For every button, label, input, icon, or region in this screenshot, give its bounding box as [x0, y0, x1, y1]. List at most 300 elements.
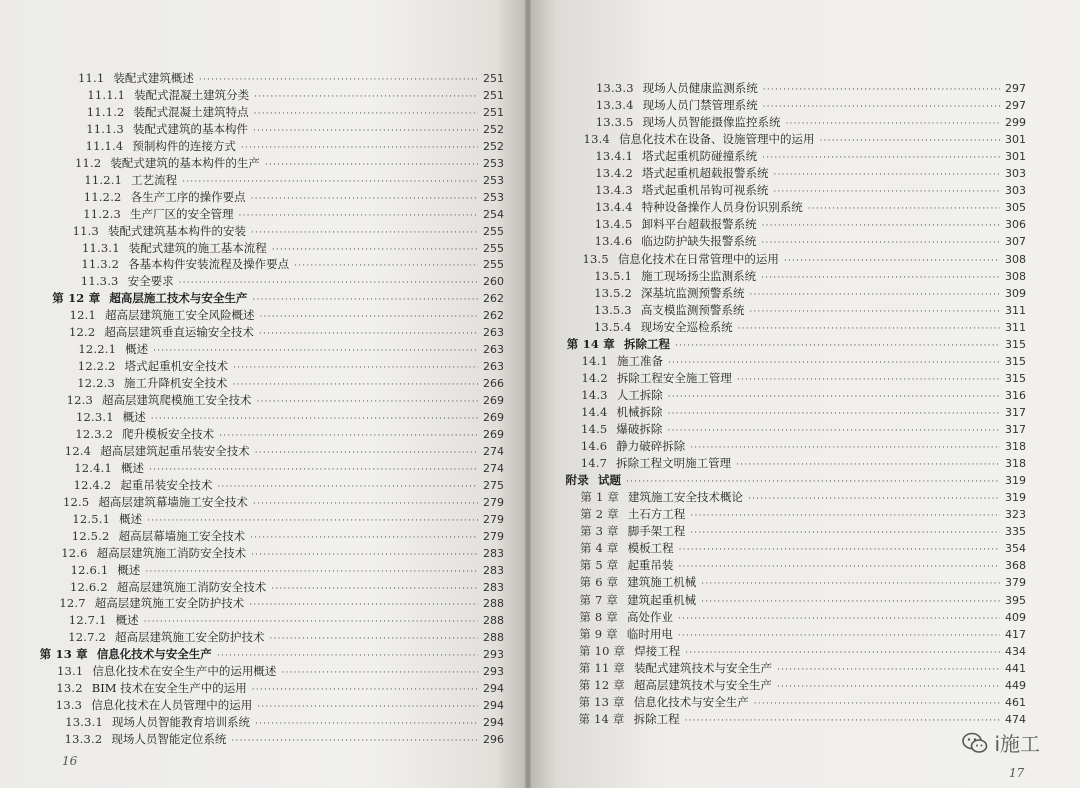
toc-entry-number: 12.3.2 [75, 426, 114, 441]
toc-entry-title: 工艺流程 [131, 172, 178, 187]
toc-entry [581, 421, 1026, 438]
toc-entry [580, 540, 1026, 557]
toc-entry-title: 超高层建筑施工安全风险概述 [105, 308, 255, 323]
toc-entry-number: 12.3.1 [76, 410, 114, 424]
toc-entry-page: 319 [1004, 474, 1026, 488]
watermark-text: i施工 [994, 732, 1040, 756]
toc-entry-number: 12.4.2 [73, 477, 112, 492]
toc-entry-title: 超高层建筑起重吊装安全技术 [100, 443, 250, 458]
watermark [962, 728, 1040, 757]
toc-entry-page: 294 [482, 716, 504, 730]
toc-entry-page: 293 [482, 648, 504, 662]
toc-entry-number: 12.5.2 [71, 528, 110, 543]
toc-entry [67, 392, 504, 409]
toc-entry-number: 11.2.1 [84, 172, 123, 187]
toc-entry [595, 216, 1026, 233]
toc-entry-title: 施工现场扬尘监测系统 [641, 268, 757, 283]
toc-entry-page: 253 [483, 156, 504, 170]
toc-entry [596, 97, 1026, 114]
toc-entry-page: 274 [482, 444, 504, 458]
toc-entry-page: 279 [482, 512, 504, 526]
toc-entry-title: 现场人员门禁管理系统 [642, 98, 758, 113]
toc-entry [69, 324, 504, 341]
toc-entry-page: 318 [1004, 457, 1026, 471]
toc-entry-title: 塔式起重机吊钩可视系统 [641, 183, 769, 198]
toc-entry [595, 165, 1026, 182]
toc-entry-page: 266 [482, 377, 504, 391]
toc-entry [86, 138, 504, 155]
toc-entry [595, 148, 1026, 165]
toc-entry-page: 255 [483, 241, 504, 255]
toc-entry-page: 309 [1004, 286, 1026, 300]
toc-entry-number: 11.3.3 [80, 274, 119, 289]
toc-entry [78, 341, 504, 358]
toc-entry-number: 12.2.1 [78, 342, 117, 357]
toc-entry-page: 293 [483, 665, 504, 679]
toc-entry-number: 第 12 章 [52, 291, 101, 306]
toc-entry-number: 13.4.1 [595, 149, 634, 164]
toc-entry-number: 14.1 [581, 353, 608, 368]
toc-entry-title: 现场人员健康监测系统 [642, 81, 758, 95]
toc-entry [580, 592, 1027, 609]
toc-entry-page: 262 [482, 309, 504, 323]
toc-entry [74, 460, 504, 477]
toc-entry-number: 11.1.2 [86, 104, 125, 119]
toc-entry-number: 12.6 [61, 545, 88, 560]
toc-entry-page: 288 [482, 614, 504, 628]
toc-entry [70, 307, 504, 324]
toc-entry-page: 260 [482, 275, 504, 289]
toc-entry-title: 装配式建筑的基本构件 [132, 121, 248, 136]
toc-entry-page: 441 [1004, 661, 1026, 675]
toc-entry-title: 装配式建筑的施工基本流程 [128, 240, 267, 255]
toc-entry-title: 塔式起重机超载报警系统 [642, 166, 769, 181]
toc-entry-title: 信息化技术在人员管理中的运用 [91, 698, 253, 713]
toc-entry-number: 11.1.4 [85, 138, 124, 153]
toc-entry [81, 256, 504, 273]
toc-chapter-entry [567, 336, 1026, 353]
toc-entry-title: 卸料平台超载报警系统 [641, 217, 757, 232]
toc-entry-number: 13.4.2 [595, 166, 634, 181]
toc-entry-number: 第 13 章 [39, 647, 88, 662]
toc-entry-page: 279 [483, 495, 504, 509]
toc-entry-title: 塔式起重机防碰撞系统 [642, 149, 758, 164]
toc-entry [75, 155, 504, 172]
toc-entry-title: 概述 [115, 613, 139, 628]
toc-entry-number: 12.7.1 [68, 613, 107, 628]
toc-entry [61, 545, 504, 562]
toc-entry-number: 第 4 章 [579, 541, 619, 556]
toc-entry [84, 189, 504, 206]
toc-entry-page: 368 [1004, 559, 1026, 573]
toc-entry-title: 超高层建筑施工安全防护技术 [114, 630, 265, 645]
toc-entry-number: 第 12 章 [578, 677, 625, 692]
toc-entry-number: 第 14 章 [566, 336, 615, 351]
toc-entry [63, 494, 504, 511]
toc-leader-dots [231, 733, 478, 750]
toc-entry-title: 静力破碎拆除 [616, 439, 686, 454]
toc-entry-number: 第 6 章 [579, 575, 619, 590]
toc-entry-title: 信息化技术与安全生产 [633, 694, 749, 709]
toc-entry-page: 315 [1004, 354, 1026, 368]
toc-entry-title: 装配式建筑技术与安全生产 [634, 660, 773, 675]
toc-entry [581, 370, 1026, 387]
toc-entry-title: 拆除工程 [623, 336, 670, 351]
toc-entry-page: 303 [1005, 167, 1026, 181]
toc-entry [72, 511, 504, 528]
toc-entry-title: 安全要求 [127, 274, 174, 289]
toc-entry-page: 288 [482, 631, 504, 645]
toc-entry-number: 13.3.1 [65, 715, 103, 730]
toc-entry [83, 206, 504, 223]
toc-entry-page: 252 [482, 122, 504, 136]
toc-entry [580, 557, 1026, 574]
toc-entry-page: 395 [1005, 593, 1026, 607]
toc-entry-number: 13.5 [582, 251, 609, 266]
toc-entry [65, 714, 504, 731]
toc-entry-title: 信息化技术在日常管理中的运用 [617, 251, 779, 266]
toc-entry [86, 121, 504, 138]
toc-entry [596, 114, 1026, 131]
toc-entry-page: 269 [483, 411, 504, 424]
toc-entry-title: 特种设备操作人员身份识别系统 [641, 200, 803, 215]
toc-entry-number: 第 3 章 [580, 524, 619, 539]
toc-left [0, 0, 527, 788]
toc-entry-number: 12.5 [63, 494, 90, 509]
toc-entry-title: 试题 [597, 473, 621, 488]
toc-right [529, 0, 1080, 788]
page-number-right: 17 [1009, 766, 1025, 780]
toc-entry-title: 概述 [120, 460, 144, 475]
toc-entry-page: 335 [1004, 525, 1026, 539]
toc-entry [84, 172, 504, 189]
toc-entry-number: 13.5.4 [593, 319, 632, 334]
toc-entry [581, 455, 1026, 472]
left-page [0, 0, 527, 788]
toc-entry-page: 297 [1005, 82, 1026, 95]
toc-entry [579, 626, 1026, 643]
toc-entry-title: 深基坑监测预警系统 [640, 285, 745, 300]
toc-entry-number: 13.4.4 [594, 200, 633, 215]
toc-entry-title: 拆除工程安全施工管理 [616, 370, 732, 385]
toc-entry-number: 12.2 [69, 325, 96, 340]
toc-entry-title: 装配式混凝土建筑分类 [134, 87, 250, 102]
toc-entry-title: 土石方工程 [627, 507, 686, 522]
toc-entry-page: 269 [482, 394, 504, 408]
toc-entry-number: 13.1 [57, 664, 84, 679]
toc-entry [594, 268, 1026, 285]
toc-entry-title: 施工升降机安全技术 [123, 376, 228, 391]
toc-entry-number: 12.6.2 [70, 579, 108, 594]
toc-entry [595, 182, 1026, 199]
toc-entry-page: 306 [1004, 218, 1026, 232]
toc-entry-page: 316 [1004, 388, 1026, 402]
toc-entry-page: 296 [482, 733, 504, 747]
toc-entry-title: 生产厂区的安全管理 [129, 206, 234, 221]
toc-entry [579, 694, 1026, 711]
toc-entry-title: 信息化技术在安全生产中的运用概述 [92, 664, 277, 679]
toc-entry-number: 13.3.3 [596, 81, 634, 95]
toc-entry-number: 第 11 章 [578, 660, 626, 675]
toc-entry-page: 461 [1004, 695, 1026, 709]
toc-entry-page: 311 [1004, 320, 1026, 334]
toc-entry [595, 199, 1026, 216]
toc-entry-title: BIM 技术在安全生产中的运用 [91, 681, 247, 696]
toc-entry-title: 脚手架工程 [627, 524, 686, 539]
toc-entry-number: 14.2 [581, 370, 608, 385]
toc-entry-page: 323 [1005, 508, 1026, 522]
toc-entry-title: 高处作业 [626, 609, 673, 624]
toc-entry-page: 251 [483, 72, 504, 85]
toc-entry [71, 562, 504, 579]
toc-entry [76, 409, 504, 426]
toc-entry-number: 11.2.2 [83, 189, 122, 204]
toc-entry-page: 474 [1004, 712, 1026, 726]
toc-entry [69, 612, 504, 629]
toc-entry-page: 303 [1004, 184, 1026, 198]
toc-entry-page: 283 [482, 546, 504, 560]
toc-entry [579, 609, 1026, 626]
toc-entry-number: 12.4.1 [74, 460, 112, 475]
toc-entry [594, 319, 1026, 336]
toc-entry-page: 299 [1004, 116, 1026, 130]
toc-entry-number: 13.4.6 [594, 234, 633, 249]
toc-entry [73, 223, 504, 240]
toc-entry-title: 临边防护缺失报警系统 [641, 234, 757, 249]
toc-entry-title: 机械拆除 [616, 404, 663, 419]
toc-entry-number: 13.4.3 [595, 183, 633, 198]
toc-entry [579, 643, 1026, 660]
toc-entry-title: 拆除工程 [633, 711, 680, 726]
toc-entry-page: 417 [1004, 627, 1026, 641]
toc-entry-number: 12.6.1 [70, 562, 109, 577]
toc-leader-dots [685, 713, 1000, 730]
toc-chapter-entry [52, 290, 504, 307]
toc-entry-number: 13.5.3 [594, 302, 632, 317]
toc-entry-number: 13.4.5 [594, 217, 633, 232]
toc-entry-page: 252 [482, 139, 504, 153]
toc-entry [596, 80, 1026, 97]
toc-entry [583, 251, 1027, 268]
toc-entry [72, 528, 504, 545]
toc-entry-title: 信息化技术与安全生产 [96, 647, 212, 662]
toc-entry-page: 379 [1004, 576, 1026, 590]
toc-entry [59, 595, 504, 612]
toc-entry-number: 14.3 [581, 387, 608, 402]
toc-entry-title: 概述 [125, 342, 149, 357]
toc-entry-page: 315 [1004, 371, 1026, 385]
toc-entry-page: 294 [482, 699, 504, 713]
toc-entry-title: 超高层建筑垂直运输安全技术 [104, 325, 254, 340]
toc-entry-number: 11.3 [72, 223, 99, 238]
toc-entry-title: 超高层施工技术与安全生产 [109, 291, 248, 306]
toc-entry-page: 301 [1004, 133, 1026, 147]
toc-entry [581, 387, 1026, 404]
toc-entry-page: 308 [1005, 252, 1026, 266]
toc-entry-title: 模板工程 [627, 541, 674, 556]
toc-entry-number: 13.3.5 [595, 115, 634, 130]
toc-entry-page: 283 [483, 580, 504, 594]
toc-entry-page: 253 [482, 190, 504, 204]
toc-entry [56, 680, 504, 697]
toc-entry-title: 现场人员智能教育培训系统 [111, 715, 250, 730]
toc-entry [68, 629, 504, 646]
toc-entry [581, 438, 1026, 455]
toc-entry-number: 14.5 [581, 422, 608, 436]
toc-entry-page: 263 [482, 343, 504, 357]
toc-entry-number: 12.1 [69, 308, 96, 323]
toc-entry [595, 233, 1026, 250]
toc-entry [81, 273, 504, 290]
toc-entry-page: 254 [482, 207, 504, 221]
toc-entry-title: 装配式建筑的基本构件的生产 [110, 155, 260, 170]
toc-entry-page: 319 [1004, 491, 1026, 505]
toc-entry-page: 315 [1005, 337, 1026, 351]
toc-entry [75, 426, 504, 443]
toc-entry-page: 301 [1004, 150, 1026, 164]
toc-entry-page: 251 [482, 105, 504, 119]
toc-entry-number: 12.7 [59, 596, 86, 611]
toc-entry [65, 731, 504, 748]
toc-entry-number: 13.3.2 [64, 732, 103, 747]
toc-entry-page: 354 [1004, 542, 1026, 556]
toc-entry-number: 11.3.2 [81, 257, 120, 272]
toc-entry-page: 288 [482, 597, 504, 611]
toc-entry-title: 现场人员智能定位系统 [111, 732, 227, 747]
toc-entry-page: 307 [1004, 235, 1026, 249]
toc-entry-number: 第 1 章 [580, 490, 620, 505]
toc-entry-number: 12.2.2 [77, 359, 116, 374]
toc-entry-number: 12.7.2 [68, 630, 106, 645]
toc-entry-page: 262 [482, 292, 504, 306]
toc-entry-title: 概述 [119, 511, 143, 526]
toc-entry-page: 275 [482, 478, 504, 492]
toc-entry-number: 13.5.1 [594, 268, 633, 283]
toc-entry-page: 311 [1004, 303, 1026, 317]
toc-entry [74, 477, 504, 494]
toc-entry [87, 87, 504, 104]
toc-entry-number: 13.2 [56, 681, 83, 696]
toc-entry-number: 12.3 [66, 393, 93, 408]
toc-entry-page: 294 [482, 682, 504, 696]
toc-entry-page: 263 [482, 360, 504, 374]
toc-entry-title: 塔式起重机安全技术 [124, 359, 229, 374]
toc-entry [56, 697, 504, 714]
toc-entry-title: 起重吊装 [627, 558, 674, 573]
toc-entry-page: 317 [1004, 405, 1026, 419]
toc-entry-number: 12.5.1 [72, 511, 111, 526]
toc-entry-number: 14.7 [580, 456, 608, 471]
toc-entry-number: 12.4 [64, 443, 92, 458]
toc-entry-title: 装配式混凝土建筑特点 [133, 104, 249, 119]
toc-entry-number: 11.2.3 [83, 206, 121, 221]
toc-entry [581, 404, 1026, 421]
toc-entry [579, 677, 1026, 694]
toc-entry-page: 434 [1004, 644, 1026, 658]
toc-entry [87, 104, 504, 121]
right-page [529, 0, 1080, 788]
toc-entry-title: 超高层建筑爬模施工安全技术 [102, 393, 252, 408]
toc-entry-page: 263 [483, 326, 504, 340]
toc-entry-title: 超高层建筑施工安全防护技术 [94, 596, 245, 611]
toc-entry [580, 523, 1026, 540]
toc-entry-number: 附录 [565, 473, 589, 488]
toc-entry-page: 318 [1004, 440, 1026, 454]
toc-entry-title: 建筑施工安全技术概论 [628, 490, 744, 505]
toc-entry-page: 283 [482, 563, 504, 577]
toc-entry-number: 11.1.1 [87, 87, 126, 102]
toc-entry-number: 14.4 [581, 404, 608, 419]
toc-entry-title: 超高层建筑施工消防安全技术 [96, 545, 247, 560]
toc-entry-number: 第 13 章 [578, 694, 625, 709]
book-gutter [525, 0, 531, 788]
toc-entry-title: 超高层建筑技术与安全生产 [633, 677, 772, 692]
toc-entry-number: 11.2 [75, 155, 102, 170]
toc-entry-page: 279 [482, 529, 504, 543]
toc-entry [82, 240, 504, 257]
toc-entry [584, 131, 1026, 148]
toc-entry-page: 297 [1004, 99, 1026, 113]
toc-entry-title: 爆破拆除 [616, 422, 663, 436]
toc-entry-number: 11.1 [78, 71, 105, 85]
toc-entry [57, 663, 504, 680]
toc-entry [578, 711, 1026, 728]
toc-entry-title: 各生产工序的操作要点 [130, 189, 246, 204]
toc-entry [594, 302, 1026, 319]
toc-entry-number: 13.5.2 [594, 285, 632, 300]
toc-entry-number: 第 2 章 [580, 507, 619, 522]
toc-chapter-entry [40, 646, 504, 663]
toc-entry-title: 临时用电 [626, 626, 673, 641]
toc-entry-number: 第 5 章 [579, 558, 619, 573]
toc-entry [70, 579, 504, 596]
toc-entry [580, 574, 1026, 591]
toc-entry-number: 13.4 [583, 132, 610, 147]
toc-entry-page: 269 [482, 427, 504, 441]
toc-entry-title: 超高层建筑幕墙施工安全技术 [98, 494, 248, 509]
toc-entry-page: 305 [1004, 201, 1026, 215]
toc-entry-page: 308 [1004, 269, 1026, 283]
toc-entry-title: 现场人员智能摄像监控系统 [642, 115, 781, 130]
toc-entry-title: 爬升模板安全技术 [122, 426, 215, 441]
toc-entry [582, 353, 1026, 370]
toc-entry-title: 各基本构件安装流程及操作要点 [128, 257, 290, 272]
toc-entry-number: 11.3.1 [82, 240, 120, 255]
toc-entry-title: 概述 [122, 410, 146, 424]
toc-entry [580, 489, 1026, 506]
page-number-left: 16 [62, 754, 78, 768]
toc-entry-title: 建筑起重机械 [627, 592, 697, 607]
toc-entry-number: 第 9 章 [579, 626, 618, 641]
toc-entry-number: 第 8 章 [579, 609, 618, 624]
toc-entry-title: 人工拆除 [616, 387, 663, 402]
toc-entry [77, 375, 504, 392]
toc-entry-title: 装配式建筑基本构件的安装 [108, 223, 246, 238]
toc-entry-number: 第 7 章 [579, 592, 619, 607]
toc-entry [78, 358, 504, 375]
toc-entry-number: 11.1.3 [86, 121, 124, 136]
toc-entry-page: 449 [1005, 678, 1026, 692]
toc-entry [580, 506, 1026, 523]
toc-entry [579, 660, 1026, 677]
toc-chapter-entry [566, 472, 1026, 489]
toc-entry-title: 起重吊装安全技术 [120, 477, 213, 492]
toc-entry-title: 拆除工程文明施工管理 [616, 456, 732, 471]
toc-entry [594, 285, 1026, 302]
toc-entry-number: 12.2.3 [77, 376, 115, 391]
toc-entry-page: 274 [482, 461, 504, 475]
toc-entry-title: 施工准备 [617, 353, 663, 368]
